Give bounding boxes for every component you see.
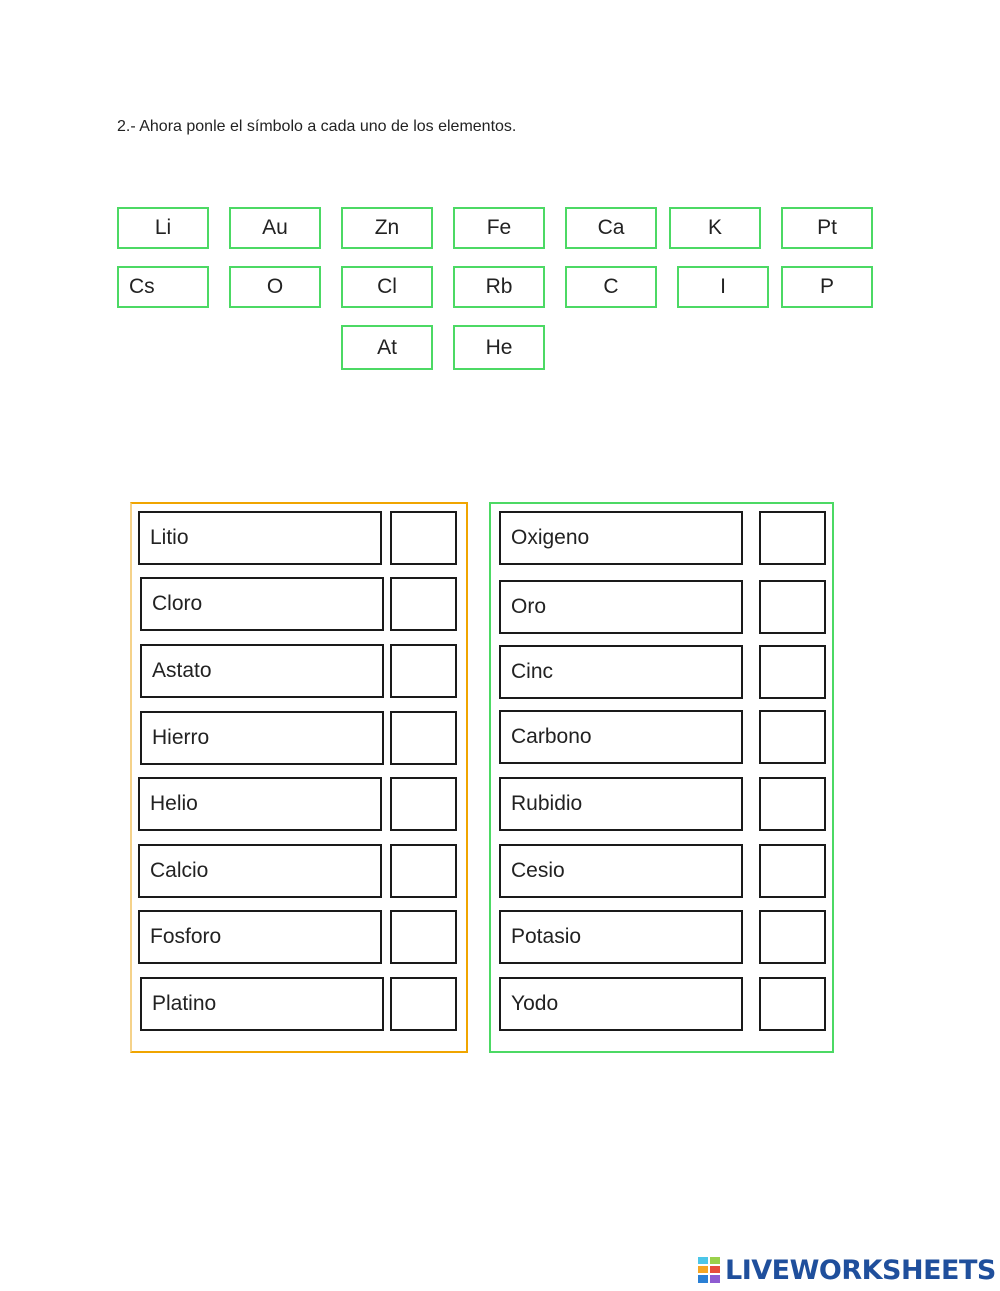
element-row [132, 844, 466, 898]
symbol-tile[interactable]: He [453, 325, 545, 370]
element-name: Cinc [499, 645, 743, 699]
element-name: Astato [140, 644, 384, 698]
element-row [491, 710, 832, 764]
right-element-column [489, 502, 834, 1053]
element-name: Cesio [499, 844, 743, 898]
symbol-tile[interactable]: Li [117, 207, 209, 249]
left-element-column [130, 502, 468, 1053]
symbol-tile[interactable]: Cl [341, 266, 433, 308]
element-name: Helio [138, 777, 382, 831]
symbol-answer-input[interactable] [390, 910, 457, 964]
element-name: Fosforo [138, 910, 382, 964]
symbol-tile[interactable]: Pt [781, 207, 873, 249]
symbol-tile[interactable]: I [677, 266, 769, 308]
liveworksheets-logo [697, 1254, 996, 1286]
symbol-answer-input[interactable] [759, 977, 826, 1031]
symbol-tile[interactable]: Fe [453, 207, 545, 249]
element-name: Hierro [140, 711, 384, 765]
element-row [491, 777, 832, 831]
symbol-tile[interactable]: O [229, 266, 321, 308]
element-name: Oxigeno [499, 511, 743, 565]
symbol-answer-input[interactable] [759, 645, 826, 699]
element-name: Yodo [499, 977, 743, 1031]
symbol-answer-input[interactable] [390, 977, 457, 1031]
element-row [491, 910, 832, 964]
element-row [132, 910, 466, 964]
symbol-answer-input[interactable] [759, 710, 826, 764]
element-row [491, 511, 832, 565]
symbol-tile[interactable]: C [565, 266, 657, 308]
symbol-answer-input[interactable] [759, 910, 826, 964]
element-row [491, 645, 832, 699]
element-name: Platino [140, 977, 384, 1031]
element-row [491, 580, 832, 634]
element-row [132, 511, 466, 565]
element-row [132, 977, 466, 1031]
element-row [491, 844, 832, 898]
symbol-tile[interactable]: Au [229, 207, 321, 249]
element-row [132, 711, 466, 765]
symbol-answer-input[interactable] [390, 577, 457, 631]
liveworksheets-logo-icon [697, 1256, 721, 1284]
instruction-text: 2.- Ahora ponle el símbolo a cada uno de los elementos. [117, 118, 517, 135]
symbol-answer-input[interactable] [759, 580, 826, 634]
element-name: Potasio [499, 910, 743, 964]
element-name: Litio [138, 511, 382, 565]
symbol-tile[interactable]: Cs [117, 266, 209, 308]
element-row [132, 777, 466, 831]
element-row [132, 644, 466, 698]
element-name: Calcio [138, 844, 382, 898]
symbol-answer-input[interactable] [390, 844, 457, 898]
element-name: Oro [499, 580, 743, 634]
element-name: Cloro [140, 577, 384, 631]
symbol-answer-input[interactable] [759, 777, 826, 831]
liveworksheets-logo-text: LIVEWORKSHEETS [725, 1254, 996, 1286]
element-row [132, 577, 466, 631]
symbol-answer-input[interactable] [390, 711, 457, 765]
symbol-tile[interactable]: Ca [565, 207, 657, 249]
element-row [491, 977, 832, 1031]
symbol-tile[interactable]: At [341, 325, 433, 370]
symbol-answer-input[interactable] [390, 511, 457, 565]
symbol-tile[interactable]: P [781, 266, 873, 308]
symbol-answer-input[interactable] [390, 644, 457, 698]
element-name: Rubidio [499, 777, 743, 831]
element-name: Carbono [499, 710, 743, 764]
symbol-answer-input[interactable] [390, 777, 457, 831]
symbol-answer-input[interactable] [759, 511, 826, 565]
symbol-tile[interactable]: Rb [453, 266, 545, 308]
symbol-tile[interactable]: Zn [341, 207, 433, 249]
symbol-answer-input[interactable] [759, 844, 826, 898]
symbol-tile[interactable]: K [669, 207, 761, 249]
